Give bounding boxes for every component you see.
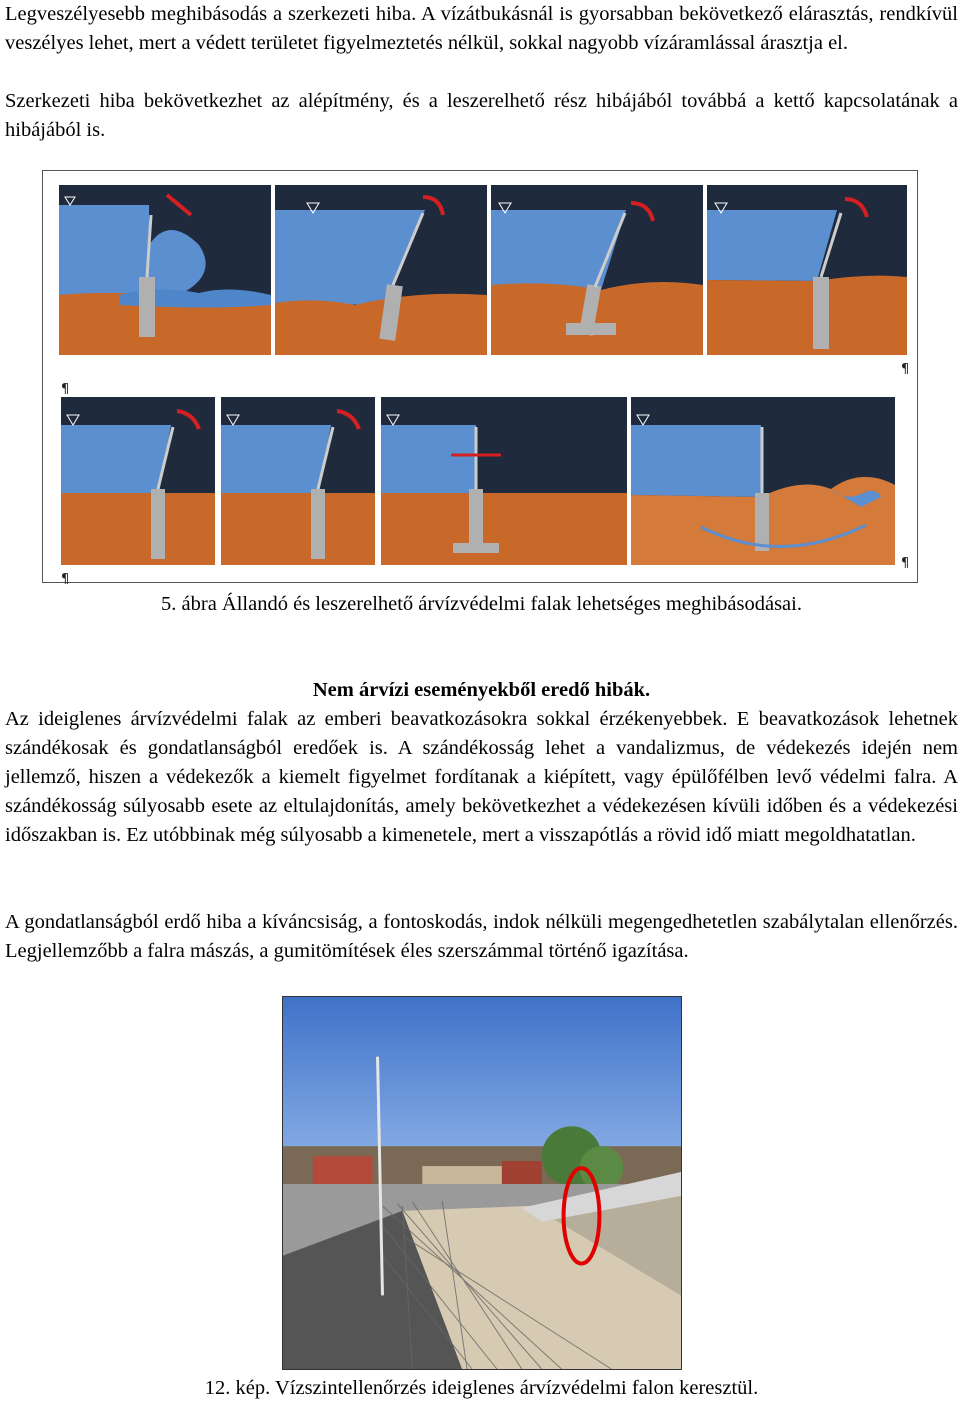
diagram-panel-2 xyxy=(275,185,487,355)
pilcrow-mark: ¶ xyxy=(61,382,70,397)
diagram-panel-6-svg xyxy=(221,397,375,565)
figure-5-frame xyxy=(42,170,918,587)
pilcrow-mark: ¶ xyxy=(901,556,910,571)
diagram-panel-3-svg xyxy=(491,185,703,355)
pilcrow-mark: ¶ xyxy=(61,572,70,587)
intro-paragraph-2: Szerkezeti hiba bekövetkezhet az alépítmény, és a leszerelhető rész hibájából továbbá a kettő kapcsolatának a hibájából is. xyxy=(5,90,958,141)
diagram-panel-4 xyxy=(707,185,907,355)
photo-12 xyxy=(282,996,682,1370)
diagram-panel-1-svg xyxy=(59,185,271,355)
diagram-panel-1 xyxy=(59,185,271,355)
pilcrow-mark: ¶ xyxy=(901,362,910,377)
photo-caption: 12. kép. Vízszintellenőrzés ideiglenes árvízvédelmi falon keresztül. xyxy=(204,1377,759,1399)
diagram-panel-2-svg xyxy=(275,185,487,355)
diagram-panel-5-svg xyxy=(61,397,215,565)
section-paragraph-2: A gondatlanságból erdő hiba a kíváncsiság, a fontoskodás, indok nélküli megengedhetetlen szabálytalan ellenőrzés. Legjellemzőbb a falra mászás, a gumitömítések éles szerszámmal történő igazítása. xyxy=(5,911,958,962)
diagram-panel-6 xyxy=(221,397,375,565)
diagram-panel-8 xyxy=(631,397,895,565)
figure-caption: 5. ábra Állandó és leszerelhető árvízvédelmi falak lehetséges meghibásodásai. xyxy=(161,593,802,615)
diagram-panel-7 xyxy=(381,397,627,565)
photo-12-illustration xyxy=(283,997,681,1369)
section-heading: Nem árvízi eseményekből eredő hibák. xyxy=(312,679,651,701)
diagram-panel-8-svg xyxy=(631,397,895,565)
intro-first-sentence: Legveszélyesebb meghibásodás a szerkezeti hiba. xyxy=(5,3,417,25)
diagram-panel-3 xyxy=(491,185,703,355)
diagram-panel-7-svg xyxy=(381,397,627,565)
intro-paragraph xyxy=(5,0,958,58)
intro-rest: A vízátbukásnál is gyorsabban bekövetkező elárasztás, rendkívül veszélyes lehet, mert a védett területet figyelmeztetés nélkül, sokkal nagyobb vízáramlással árasztja el. xyxy=(5,3,958,54)
diagram-panel-4-svg xyxy=(707,185,907,355)
diagram-panel-5 xyxy=(61,397,215,565)
section-paragraph-1: Az ideiglenes árvízvédelmi falak az emberi beavatkozásokra sokkal érzékenyebbek. E beavatkozások lehetnek szándékosak és gondatlanságból eredőek is. A szándékosság lehet a vandalizmus, de védekezés idején nem jellemző, hiszen a védekezők a kiemelt figyelmet fordítanak a kiépített, vagy épülőfélben levő védelmi falra. A szándékosság súlyosabb esete az eltulajdonítás, amely bekövetkezhet a védekezésen kívüli időben és a védekezési időszakban is. Ez utóbbinak még súlyosabb a kimenetele, mert a visszapótlás a rövid idő miatt megoldhatatlan. xyxy=(5,708,958,846)
